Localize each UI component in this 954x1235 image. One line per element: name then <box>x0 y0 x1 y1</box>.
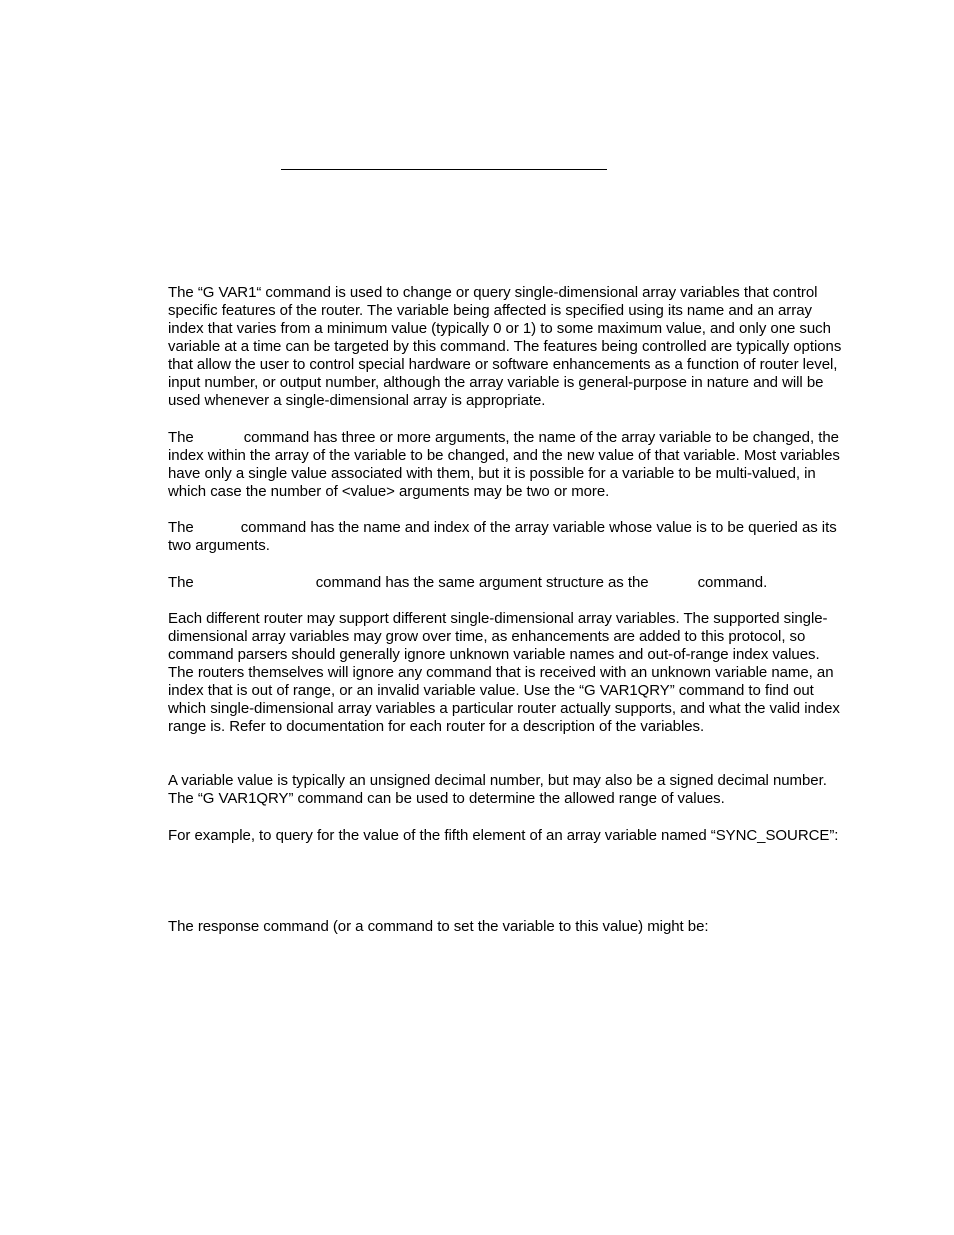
response-command-paragraph <box>168 574 844 592</box>
response-paragraph-middle: command has the same argument structure as the <box>315 574 649 591</box>
router-support-paragraph: Each different router may support different single-dimensional array variables. The supported single-dimensional array variables may grow over time, as enhancements are added to this protocol, so command parsers should generally ignore unknown variable names and out-of-range index values. The routers themselves will ignore any command that is received with an unknown variable name, an index that is out of range, or an invalid variable value. Use the “G VAR1QRY” command to find out which single-dimensional array variables a particular router actually supports, and what the valid index range is. Refer to documentation for each router for a description of the variables. <box>168 610 840 735</box>
set-command-paragraph <box>168 429 844 501</box>
example-query-paragraph: For example, to query for the value of the fifth element of an array variable named “SYNC_SOURCE”: <box>168 827 839 844</box>
response-paragraph-lead: The <box>168 574 194 591</box>
response-paragraph-end: command. <box>697 574 768 591</box>
intro-paragraph: The “G VAR1“ command is used to change or query single-dimensional array variables that control specific features of the router. The variable being affected is specified using its name and an array index that varies from a minimum value (typically 0 or 1) to some maximum value, and only one such variable at a time can be targeted by this command. The features being controlled are typically options that allow the user to control special hardware or software enhancements as a function of router level, input number, or output number, although the array variable is general-purpose in nature and will be used whenever a single-dimensional array is appropriate. <box>168 284 842 409</box>
example-response-paragraph: The response command (or a command to set the variable to this value) might be: <box>168 918 709 935</box>
query-paragraph-body: command has the name and index of the array variable whose value is to be queried as its two arguments. <box>168 519 837 554</box>
query-command-paragraph <box>168 519 844 555</box>
query-paragraph-lead: The <box>168 519 194 536</box>
set-paragraph-body: command has three or more arguments, the name of the array variable to be changed, the index within the array of the variable to be changed, and the new value of that variable. Most variables have only a single value associated with them, but it is possible for a variable to be multi-valued, in which case the number of <value> arguments may be two or more. <box>168 429 840 500</box>
heading-rule <box>281 169 607 170</box>
set-paragraph-lead: The <box>168 429 194 446</box>
value-range-paragraph: A variable value is typically an unsigned decimal number, but may also be a signed decimal number. The “G VAR1QRY” command can be used to determine the allowed range of values. <box>168 772 827 807</box>
